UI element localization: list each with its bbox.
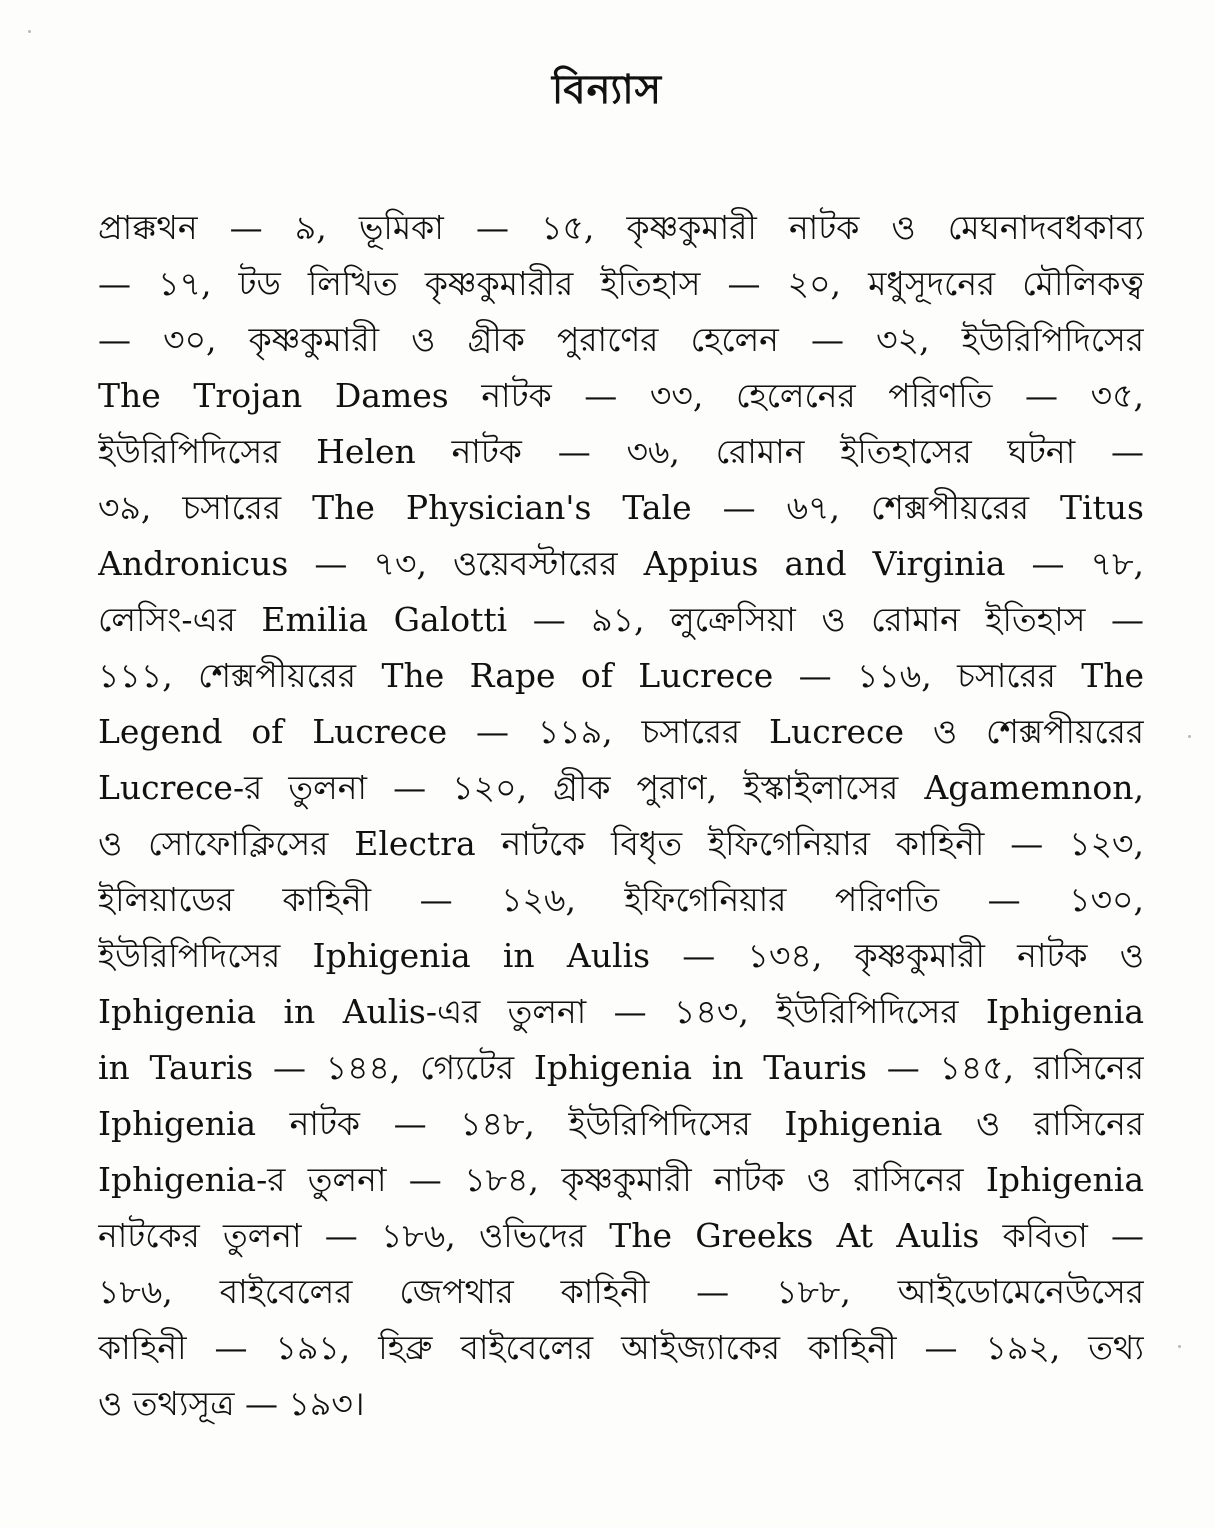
contents-line: কাহিনী — ১৯১, হিব্রু বাইবেলের আইজ্যাকের কাহিনী — ১৯২, তথ্য bbox=[98, 1328, 1144, 1367]
contents-line: Andronicus — ৭৩, ওয়েবস্টারের Appius and Virginia — ৭৮, bbox=[98, 544, 1144, 583]
paper-speck bbox=[1178, 1345, 1181, 1348]
paper-speck bbox=[1188, 735, 1191, 738]
contents-line: in Tauris — ১৪৪, গ্যেটের Iphigenia in Tauris — ১৪৫, রাসিনের bbox=[98, 1048, 1144, 1087]
contents-paragraph bbox=[98, 200, 1144, 1432]
paper-speck bbox=[28, 30, 31, 33]
contents-line: — ১৭, টড লিখিত কৃষ্ণকুমারীর ইতিহাস — ২০, মধুসূদনের মৌলিকত্ব bbox=[98, 264, 1144, 303]
contents-line: — ৩০, কৃষ্ণকুমারী ও গ্রীক পুরাণের হেলেন — ৩২, ইউরিপিদিসের bbox=[98, 320, 1144, 359]
contents-line: প্রাক্কথন — ৯, ভূমিকা — ১৫, কৃষ্ণকুমারী নাটক ও মেঘনাদবধকাব্য bbox=[98, 208, 1144, 247]
contents-line-last: ও তথ্যসূত্র — ১৯৩। bbox=[98, 1384, 365, 1423]
contents-line: Legend of Lucrece — ১১৯, চসারের Lucrece ও শেক্সপীয়রের bbox=[98, 712, 1144, 751]
contents-line: ও সোফোক্লিসের Electra নাটকে বিধৃত ইফিগেনিয়ার কাহিনী — ১২৩, bbox=[98, 824, 1144, 863]
contents-line: লেসিং-এর Emilia Galotti — ৯১, লুক্রেসিয়া ও রোমান ইতিহাস — bbox=[98, 600, 1144, 639]
contents-line: Lucrece-র তুলনা — ১২০, গ্রীক পুরাণ, ইস্কাইলাসের Agamemnon, bbox=[98, 768, 1144, 807]
page-title: বিন্যাস bbox=[551, 66, 663, 113]
contents-line: ইউরিপিদিসের Helen নাটক — ৩৬, রোমান ইতিহাসের ঘটনা — bbox=[98, 432, 1144, 471]
contents-line: Iphigenia-র তুলনা — ১৮৪, কৃষ্ণকুমারী নাটক ও রাসিনের Iphigenia bbox=[98, 1160, 1144, 1199]
contents-line: ইলিয়াডের কাহিনী — ১২৬, ইফিগেনিয়ার পরিণতি — ১৩০, bbox=[98, 880, 1144, 919]
contents-line: The Trojan Dames নাটক — ৩৩, হেলেনের পরিণতি — ৩৫, bbox=[98, 376, 1144, 415]
contents-line: ইউরিপিদিসের Iphigenia in Aulis — ১৩৪, কৃষ্ণকুমারী নাটক ও bbox=[98, 936, 1144, 975]
contents-line: নাটকের তুলনা — ১৮৬, ওভিদের The Greeks At Aulis কবিতা — bbox=[98, 1216, 1144, 1255]
contents-line: ৩৯, চসারের The Physician's Tale — ৬৭, শেক্সপীয়রের Titus bbox=[98, 488, 1144, 527]
contents-line: ১১১, শেক্সপীয়রের The Rape of Lucrece — ১১৬, চসারের The bbox=[98, 656, 1144, 695]
contents-line: ১৮৬, বাইবেলের জেপথার কাহিনী — ১৮৮, আইডোমেনেউসের bbox=[98, 1272, 1144, 1311]
contents-line: Iphigenia in Aulis-এর তুলনা — ১৪৩, ইউরিপিদিসের Iphigenia bbox=[98, 992, 1144, 1031]
contents-line: Iphigenia নাটক — ১৪৮, ইউরিপিদিসের Iphigenia ও রাসিনের bbox=[98, 1104, 1144, 1143]
